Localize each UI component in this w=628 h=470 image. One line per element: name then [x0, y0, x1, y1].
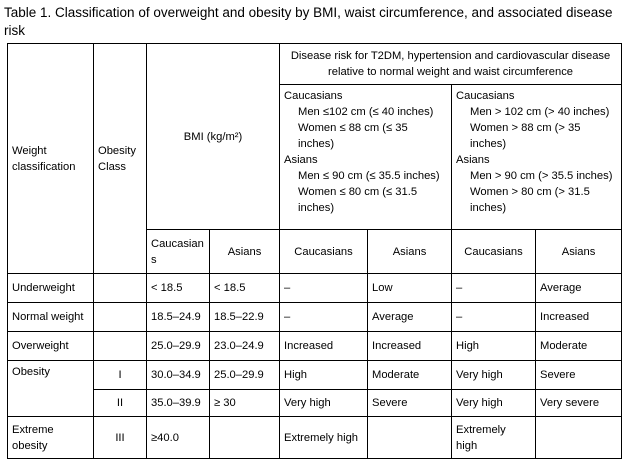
- subheader-bmi-asians: Asians: [210, 230, 280, 274]
- subheader-normal-caucasians: Caucasians: [280, 230, 368, 274]
- header-disease-risk: Disease risk for T2DM, hypertension and cardiovascular disease relative to normal weight and waist circumference: [280, 44, 622, 85]
- table-row: Extreme obesity III ≥40.0 Extremely high Extremely high: [8, 417, 622, 459]
- table-row: Obesity I 30.0–34.9 25.0–29.9 High Moderate Very high Severe: [8, 361, 622, 390]
- subheader-bmi-caucasians: Caucasian s: [147, 230, 210, 274]
- subheader-high-asians: Asians: [536, 230, 622, 274]
- table-row: Underweight < 18.5 < 18.5 – Low – Average: [8, 274, 622, 303]
- table-row: Normal weight 18.5–24.9 18.5–22.9 – Average – Increased: [8, 303, 622, 332]
- table-row: II 35.0–39.9 ≥ 30 Very high Severe Very high Very severe: [8, 390, 622, 417]
- header-weight-classification: Weight classification: [8, 44, 94, 274]
- header-waist-normal: Caucasians Men ≤102 cm (≤ 40 inches) Women ≤ 88 cm (≤ 35 inches) Asians Men ≤ 90 cm (≤ 35.5 inches) Women ≤ 80 cm (≤ 31.5 inches): [280, 85, 452, 230]
- table-caption: Table 1. Classification of overweight and obesity by BMI, waist circumference, and associated disease risk: [4, 5, 613, 38]
- bmi-classification-table: [7, 43, 622, 459]
- subheader-normal-asians: Asians: [368, 230, 452, 274]
- subheader-high-caucasians: Caucasians: [452, 230, 536, 274]
- table-row: Overweight 25.0–29.9 23.0–24.9 Increased Increased High Moderate: [8, 332, 622, 361]
- header-waist-high: Caucasians Men > 102 cm (> 40 inches) Women > 88 cm (> 35 inches) Asians Men > 90 cm (> 35.5 inches) Women > 80 cm (> 31.5 inches): [452, 85, 622, 230]
- header-obesity-class: Obesity Class: [94, 44, 147, 274]
- header-bmi: BMI (kg/m²): [147, 44, 280, 230]
